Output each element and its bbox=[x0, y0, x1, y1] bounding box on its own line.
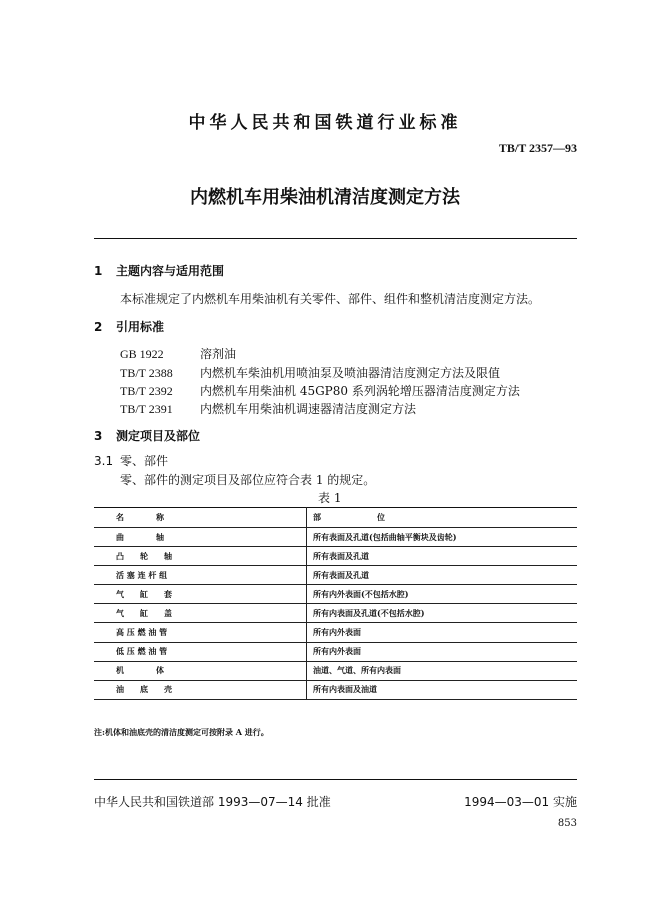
table-row bbox=[94, 680, 577, 699]
reference-item bbox=[120, 364, 500, 381]
approval-date: 中华人民共和国铁道部 1993—07—14 批准 bbox=[94, 795, 331, 809]
reference-item bbox=[120, 400, 416, 417]
part-name: 气 缸 盖 bbox=[94, 604, 307, 623]
part-position: 所有表面及孔道 bbox=[307, 547, 578, 566]
reference-item bbox=[120, 345, 236, 362]
part-position: 所有表面及孔道(包括曲轴平衡块及齿轮) bbox=[307, 528, 578, 547]
reference-title: 溶剂油 bbox=[200, 347, 237, 361]
section-3-number: 3 bbox=[94, 429, 103, 443]
section-3-1-heading bbox=[94, 452, 168, 469]
part-name: 曲 轴 bbox=[94, 528, 307, 547]
table-note: 注:机体和油底壳的清洁度测定可按附录 A 进行。 bbox=[94, 727, 269, 737]
table-row bbox=[94, 642, 577, 661]
page-number: 853 bbox=[557, 818, 577, 829]
table-row bbox=[94, 623, 577, 642]
table-row bbox=[94, 604, 577, 623]
section-2-heading bbox=[94, 318, 164, 335]
reference-title: 内燃机车用柴油机调速器清洁度测定方法 bbox=[200, 402, 417, 416]
part-position: 所有内外表面 bbox=[307, 642, 578, 661]
document-title: 内燃机车用柴油机清洁度测定方法 bbox=[190, 187, 460, 208]
section-3-1-number: 3.1 bbox=[94, 454, 114, 468]
section-3-1-title: 零、部件 bbox=[120, 454, 169, 468]
reference-title: 内燃机车柴油机用喷油泵及喷油器清洁度测定方法及限值 bbox=[200, 366, 501, 380]
section-1-number: 1 bbox=[94, 264, 103, 278]
part-name: 油 底 壳 bbox=[94, 680, 307, 699]
table-row bbox=[94, 566, 577, 585]
section-1-text: 本标准规定了内燃机车用柴油机有关零件、部件、组件和整机清洁度测定方法。 bbox=[120, 292, 541, 306]
reference-item bbox=[120, 382, 520, 399]
issuing-organization: 中华人民共和国铁道行业标准 bbox=[188, 113, 462, 133]
table-row bbox=[94, 528, 577, 547]
section-1-heading bbox=[94, 262, 224, 279]
header-name: 名 称 bbox=[94, 508, 307, 528]
title-divider bbox=[94, 238, 577, 239]
table-1 bbox=[94, 507, 577, 700]
reference-code: TB/T 2391 bbox=[120, 402, 173, 416]
part-position: 所有内外表面(不包括水腔) bbox=[307, 585, 578, 604]
section-1-title: 主题内容与适用范围 bbox=[116, 264, 225, 278]
table-row bbox=[94, 585, 577, 604]
table-caption: 表 1 bbox=[318, 491, 342, 505]
section-3-1-text: 零、部件的测定项目及部位应符合表 1 的规定。 bbox=[120, 473, 376, 487]
table-header-row bbox=[94, 508, 577, 528]
part-name: 机 体 bbox=[94, 661, 307, 680]
reference-title: 内燃机车用柴油机 45GP80 系列涡轮增压器清洁度测定方法 bbox=[200, 384, 520, 398]
part-name: 低 压 燃 油 管 bbox=[94, 642, 307, 661]
part-name: 凸 轮 轴 bbox=[94, 547, 307, 566]
section-3-title: 测定项目及部位 bbox=[116, 429, 201, 443]
reference-code: TB/T 2388 bbox=[120, 366, 173, 380]
part-name: 活 塞 连 杆 组 bbox=[94, 566, 307, 585]
section-2-title: 引用标准 bbox=[116, 320, 165, 334]
reference-code: GB 1922 bbox=[120, 347, 164, 361]
part-name: 气 缸 套 bbox=[94, 585, 307, 604]
part-position: 所有内外表面 bbox=[307, 623, 578, 642]
implementation-date: 1994—03—01 实施 bbox=[464, 795, 577, 809]
section-3-heading bbox=[94, 427, 200, 444]
section-2-number: 2 bbox=[94, 320, 103, 334]
table-row bbox=[94, 661, 577, 680]
part-position: 所有表面及孔道 bbox=[307, 566, 578, 585]
footer-divider bbox=[94, 779, 577, 780]
part-position: 油道、气道、所有内表面 bbox=[307, 661, 578, 680]
part-position: 所有内表面及油道 bbox=[307, 680, 578, 699]
header-position: 部 位 bbox=[307, 508, 578, 528]
reference-code: TB/T 2392 bbox=[120, 384, 173, 398]
part-position: 所有内表面及孔道(不包括水腔) bbox=[307, 604, 578, 623]
standard-number: TB/T 2357—93 bbox=[498, 141, 577, 155]
table-row bbox=[94, 547, 577, 566]
part-name: 高 压 燃 油 管 bbox=[94, 623, 307, 642]
